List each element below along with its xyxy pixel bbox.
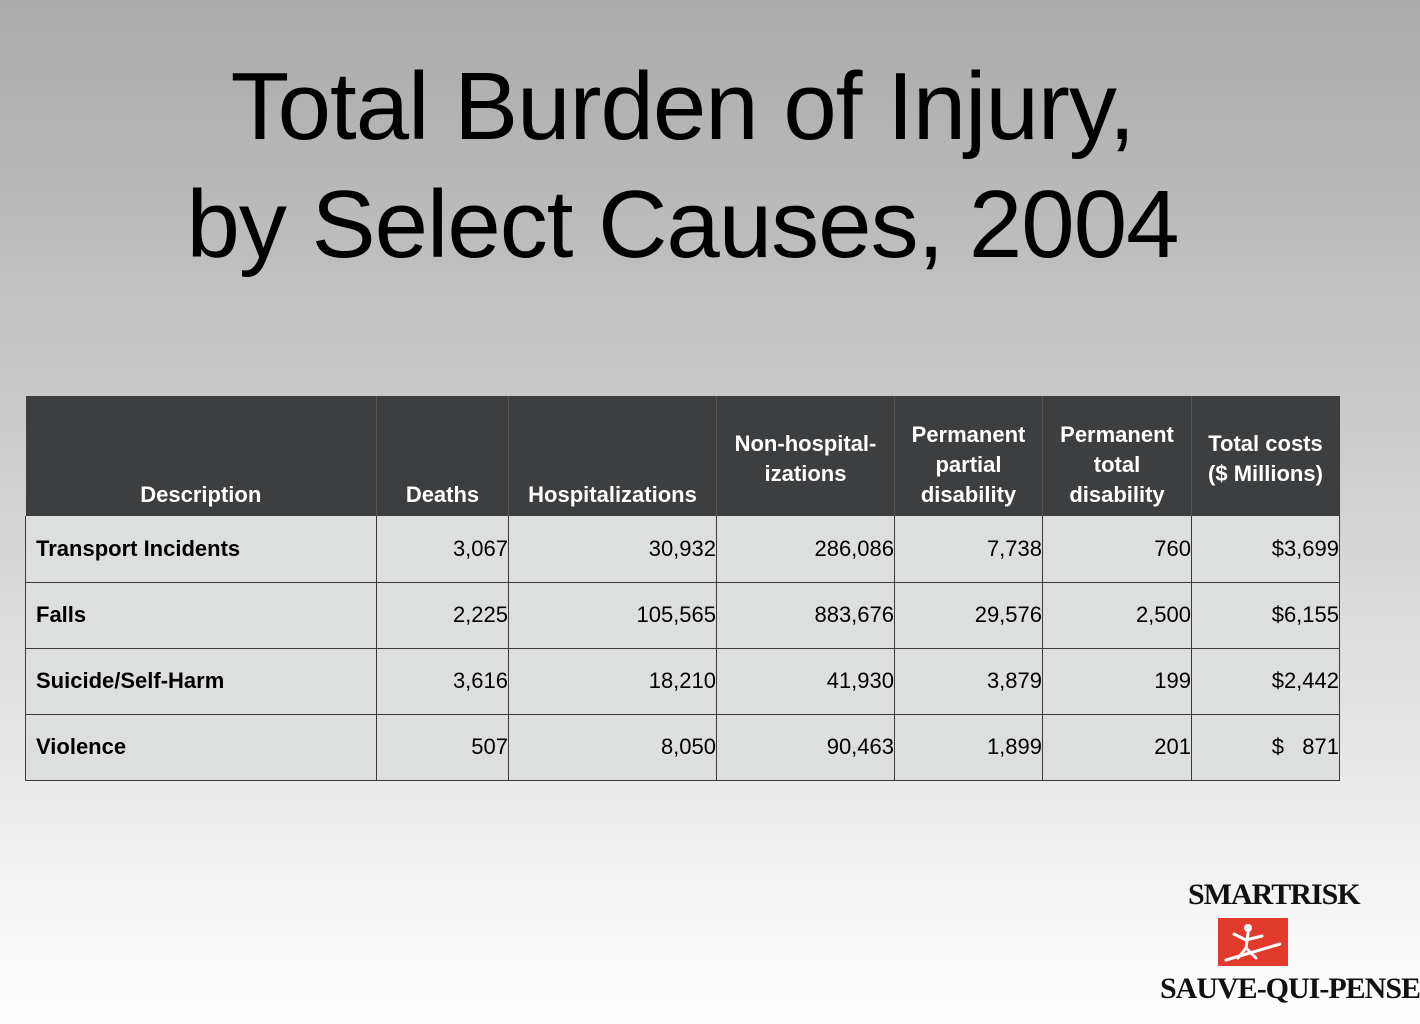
cell-description: Transport Incidents xyxy=(26,516,377,582)
cell-non-hospitalizations: 883,676 xyxy=(717,582,895,648)
table-header-row xyxy=(26,396,1340,516)
header-description: Description xyxy=(26,396,377,516)
cell-hospitalizations: 8,050 xyxy=(509,714,717,780)
table-row xyxy=(26,714,1340,780)
header-permanent-total-disability: Permanent total disability xyxy=(1043,396,1192,516)
cell-deaths: 2,225 xyxy=(377,582,509,648)
cell-hospitalizations: 30,932 xyxy=(509,516,717,582)
cell-permanent-partial: 29,576 xyxy=(895,582,1043,648)
table-row xyxy=(26,582,1340,648)
cell-hospitalizations: 18,210 xyxy=(509,648,717,714)
cell-description: Falls xyxy=(26,582,377,648)
cell-total-costs: $2,442 xyxy=(1192,648,1340,714)
logo-mark-icon xyxy=(1218,918,1288,966)
cell-total-costs: $6,155 xyxy=(1192,582,1340,648)
slide-title xyxy=(0,48,1365,284)
logo-top-text: SMARTRISK xyxy=(1188,878,1360,911)
title-line-1: Total Burden of Injury, xyxy=(230,53,1135,160)
title-line-2: by Select Causes, 2004 xyxy=(186,171,1179,278)
cell-deaths: 507 xyxy=(377,714,509,780)
header-total-costs: Total costs ($ Millions) xyxy=(1192,396,1340,516)
header-non-hospitalizations: Non-hospital- izations xyxy=(717,396,895,516)
cell-permanent-total: 201 xyxy=(1043,714,1192,780)
logo-bottom-text: SAUVE-QUI-PENSE xyxy=(1160,972,1420,1005)
cell-permanent-total: 760 xyxy=(1043,516,1192,582)
cell-permanent-total: 199 xyxy=(1043,648,1192,714)
cell-non-hospitalizations: 41,930 xyxy=(717,648,895,714)
table-row xyxy=(26,648,1340,714)
burden-table xyxy=(25,396,1340,781)
cell-description: Suicide/Self-Harm xyxy=(26,648,377,714)
cell-permanent-partial: 1,899 xyxy=(895,714,1043,780)
smartrisk-logo xyxy=(1160,878,1420,1008)
cell-deaths: 3,616 xyxy=(377,648,509,714)
cell-permanent-partial: 3,879 xyxy=(895,648,1043,714)
cell-permanent-partial: 7,738 xyxy=(895,516,1043,582)
cell-total-costs: $ 871 xyxy=(1192,714,1340,780)
cell-hospitalizations: 105,565 xyxy=(509,582,717,648)
cell-total-costs: $3,699 xyxy=(1192,516,1340,582)
cell-non-hospitalizations: 90,463 xyxy=(717,714,895,780)
cell-description: Violence xyxy=(26,714,377,780)
header-permanent-partial-disability: Permanent partial disability xyxy=(895,396,1043,516)
table-row xyxy=(26,516,1340,582)
header-hospitalizations: Hospitalizations xyxy=(509,396,717,516)
cell-non-hospitalizations: 286,086 xyxy=(717,516,895,582)
cell-permanent-total: 2,500 xyxy=(1043,582,1192,648)
cell-deaths: 3,067 xyxy=(377,516,509,582)
header-deaths: Deaths xyxy=(377,396,509,516)
